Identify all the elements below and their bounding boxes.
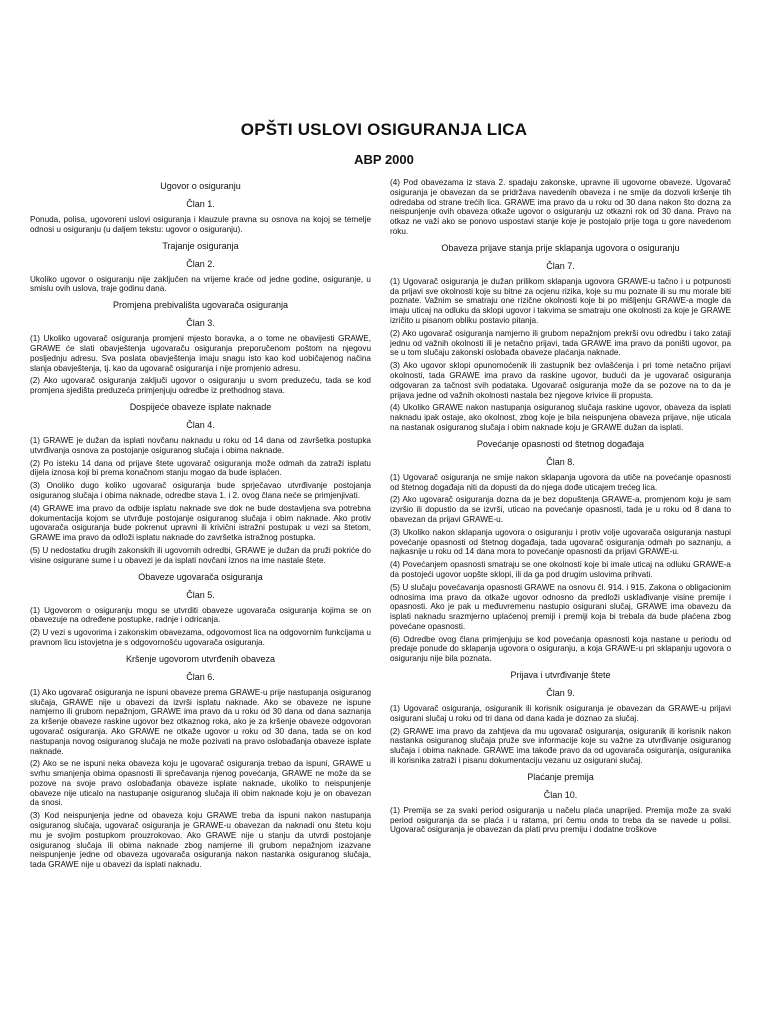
paragraph: (3) Ako ugovor sklopi opunomoćenik ili zastupnik bez ovlašćenja i pri tome netačno prijavi okolnosti, tada GRAWE ima pravo da raskine ugovor, budući da je ugovarač osiguranja odgovaran za tačnost svih podataka. Ugovarač osiguranja može da se pozove na to da je prijava jedne od važnih okolnosti nastala bez njegove krivice ili propusta. — [390, 361, 731, 400]
article-number: Član 1. — [186, 199, 215, 209]
page-subtitle: ABP 2000 — [354, 152, 414, 167]
paragraph: (2) Ako se ne ispuni neka obaveza koju je ugovarač osiguranja trebao da ispuni, GRAWE u svrhu smanjenja obima opasnosti ili sprečavanja njenog povećanja, GRAWE ne može da se pozove na svoje pravo oslobađanja obaveze isplate naknade, ukoliko to neispunjenje obaveze nije uticalo na nastupanje osiguranog slučaja ili obim naknade koju je on obavezan da snosi. — [30, 759, 371, 808]
paragraph: (4) Povećanjem opasnosti smatraju se one okolnosti koje bi imale uticaj na odluku GRAWE-a da postojeći ugovor uopšte sklopi, ili da ga pod drugim uslovima prihvati. — [390, 560, 731, 579]
paragraph: (2) Ako ugovarač osiguranja zaključi ugovor o osiguranju u svom preduzeću, tada se kod promjena sjedišta preduzeća primjenjuju odredbe iz prethodnog stava. — [30, 376, 371, 396]
article-number: Član 9. — [546, 688, 575, 699]
paragraph: (2) GRAWE ima pravo da zahtjeva da mu ugovarač osiguranja, osiguranik ili korisnik nakon nastanka osiguranog slučaja pruže sve informacije koje su važne za utvrđivanje osiguranog slučaja i obima naknade. GRAWE ima takođe pravo da od ugovarača osiguranja, osiguranika ili korisnika zatraži i pisanu dokumentaciju vezanu uz osigurani slučaj. — [390, 726, 731, 766]
section-heading: Ugovor o osiguranju — [160, 181, 241, 191]
section-heading: Prijava i utvrđivanje štete — [510, 670, 611, 681]
section-heading: Povećanje opasnosti od štetnog događaja — [476, 438, 645, 449]
article-number: Član 2. — [186, 258, 215, 269]
page-title: OPŠTI USLOVI OSIGURANJA LICA — [240, 120, 528, 139]
paragraph: (1) Ugovorom o osiguranju mogu se utvrditi obaveze ugovarača osiguranja kojima se on obavezuje na određene postupke, radnje i odricanja. — [30, 605, 371, 625]
article-number: Član 8. — [546, 456, 575, 467]
paragraph: (3) Ukoliko nakon sklapanja ugovora o osiguranju i protiv volje ugovarača osiguranja nastupi povećanje opasnosti od štetnog događaja, tada ugovarač osiguranja odmah po saznanju, a najkasnije u roku od 14 dana mora to povećanje opasnosti da prijavi GRAWE-u. — [390, 527, 731, 557]
paragraph: (4) Pod obavezama iz stava 2. spadaju zakonske, upravne ili ugovorne obaveze. Ugovarač osiguranja je obavezan da se pridržava navedenih obaveza i ne smije da dozvoli kršenje tih odredaba od strane trećih lica. GRAWE ima pravo da u roku od 30 dana nakon što dozna za neispunjenje ovih obaveza otkaže ugovor o osiguranju uz otkazni rok od 30 dana. Pravo na otkaz ne važi ako se ponovo uspostavi stanje koje je postojalo prije toga u gore navedenom roku. — [390, 178, 731, 236]
paragraph: (2) Po isteku 14 dana od prijave štete ugovarač osiguranja može odmah da zatraži isplatu dijela iznosa koji bi prema konačnom stanju mogao da bude isplaćen. — [30, 458, 371, 478]
section-heading: Plaćanje premija — [527, 771, 594, 782]
paragraph: (1) Ako ugovarač osiguranja ne ispuni obaveze prema GRAWE-u prije nastupanja osiguranog slučaja, GRAWE nije u obavezi da izvrši isplatu naknade. Ako se obaveze ne ispune namjerno ili grubom nepažnjom, GRAWE ima pravo da u roku od 30 dana od dana saznanja za kršenje obaveze raskine ugovor bez otkaznog roka, ako je za kršenje obaveze odgovoran ugovarač osiguranja. Ako GRAWE ne otkaže ugovor u roku od 30 dana, tada se on kod nastupanja novog osiguranog slučaja ne može pozivati na pravo oslobađanja obaveze isplate naknade. — [30, 687, 371, 756]
section-heading: Obaveze ugovarača osiguranja — [138, 571, 263, 582]
article-number: Član 3. — [186, 318, 215, 329]
article-number: Član 5. — [186, 589, 215, 600]
paragraph: (1) GRAWE je dužan da isplati novčanu naknadu u roku od 14 dana od završetka postupka utvrđivanja osnova za postojanje osiguranog slučaja i obima naknade. — [30, 435, 371, 455]
paragraph: (1) Ukoliko ugovarač osiguranja promjeni mjesto boravka, a o tome ne obavijesti GRAWE, GRAWE će slati obavještenja ugovaraču osiguranja preporučenom poštom na njegovu posljednju adresu. Sva poslata obavještenja imaju snagu isto kao kod uobičajenog načina slanja obavještenja, tj. kao da ugovarač osiguranja i nije promjenio adresu. — [30, 334, 371, 373]
paragraph: (4) GRAWE ima pravo da odbije isplatu naknade sve dok ne bude dostavljena sva potrebna dokumentacija kojom se utvrđuje postojanje osiguranog slučaja i obim naknade. Ako protiv ugovarača osiguranja bude pokrenut upravni ili krivični istražni postupak u vezi sa štetom, GRAWE ima pravo da odloži isplatu naknade do završetka istražnog postupka. — [30, 503, 371, 543]
paragraph: (4) Ukoliko GRAWE nakon nastupanja osiguranog slučaja raskine ugovor, obaveza da isplati naknadu ipak ostaje, ako okolnost, zbog koje je bila neispunjena obaveza prijave, nije uticala na nastanak osiguranog slučaja i obim naknade koju je GRAWE dužan da isplati. — [390, 403, 731, 432]
paragraph: (2) Ako ugovarač osiguranja dozna da je bez dopuštenja GRAWE-a, promjenom koju je sam izvršio ili dopustio da se izvrši, uticao na povećanje opasnosti, tada je u roku od 8 dana to obavezan da prijavi GRAWE-u. — [390, 495, 731, 524]
paragraph: (5) U slučaju povećavanja opasnosti GRAWE na osnovu čl. 914. i 915. Zakona o obligacionim odnosima ima pravo da otkaže ugovor odnosno da predloži usklađivanje visine premije i opasnosti. Ako je pak u međuvremenu nastupio osigurani slučaj, GRAWE ima obavezu da isplati naknadu srazmjerno uplaćenoj premiji i premiji koja bi trebala da bude plaćena zbog povećane opasnosti. — [390, 582, 731, 631]
section-heading: Obaveza prijave stanja prije sklapanja ugovora o osiguranju — [441, 242, 680, 253]
section-heading: Promjena prebivališta ugovarača osiguranja — [112, 300, 289, 311]
left-column — [30, 178, 371, 873]
paragraph: (1) Premija se za svaki period osiguranja u načelu plaća unaprijed. Premija može za svaki period osiguranja da se plaća i u ratama, pri čemu onda to treba da se navede u polisi. Ugovarač osiguranja je obavezan da plati prvu premiju i dodatne troškove — [390, 805, 731, 835]
article-number: Član 10. — [543, 789, 578, 800]
paragraph: (5) U nedostatku drugih zakonskih ili ugovornih odredbi, GRAWE je dužan da pruži pokriće do visine osigurane sume i u obavezi je da isplati novčani iznos na ime nastale štete. — [30, 545, 371, 565]
article-number: Član 4. — [186, 419, 215, 430]
article-number: Član 6. — [186, 671, 215, 682]
paragraph: (2) U vezi s ugovorima i zakonskim obavezama, odgovornost lica na odgovornim funkcijama u pravnom licu istovjetna je s odgovornošću ugovarača osiguranja. — [30, 628, 371, 647]
paragraph: (3) Onoliko dugo koliko ugovarač osiguranja bude sprječavao utvrđivanje postojanja osiguranog slučaja i obima naknade, odredbe stava 1. i 2. ovog člana neće se primjenjivati. — [30, 481, 371, 500]
paragraph: Ponuda, polisa, ugovoreni uslovi osiguranja i klauzule pravna su osnova na kojoj se temelje odnosi u osiguranju (u daljem tekstu: ugovor o osiguranju). — [30, 215, 371, 234]
paragraph: (1) Ugovarač osiguranja, osiguranik ili korisnik osiguranja je obavezan da GRAWE-u prijavi osigurani slučaj u roku od tri dana od dana kada je doznao za slučaj. — [390, 704, 731, 723]
section-heading: Trajanje osiguranja — [162, 240, 239, 251]
section-heading: Kršenje ugovorom utvrđenih obaveza — [125, 653, 276, 664]
paragraph: (2) Ako ugovarač osiguranja namjerno ili grubom nepažnjom prekrši ovu odredbu i tako zataji jednu od važnih okolnosti ili je netačno prijavi, tada GRAWE ima pravo da poništi ugovor, pa se u tom slučaju zakonski oslobađa obaveze plaćanja naknade. — [390, 328, 731, 358]
paragraph: (1) Ugovarač osiguranja ne smije nakon sklapanja ugovora da utiče na povećanje opasnosti od štetnog događaja niti da dopusti da do njega dođe uticajem trećeg lica. — [390, 472, 731, 492]
right-column — [390, 178, 731, 838]
article-number: Član 7. — [546, 260, 575, 271]
paragraph: (1) Ugovarač osiguranja je dužan prilikom sklapanja ugovora GRAWE-u tačno i u potpunosti da prijavi sve okolnosti koje su bitne za ocjenu rizika, koje su mu poznate ili su mu morale biti poznate. Važnim se smatraju one rizične okolnosti koje bi po mišljenju GRAWE-a mogle da imaju uticaj na odluku da sklopi ugovor i takvima se smatraju one okolnosti za koje je GRAWE izričito u pisanom obliku postavio pitanja. — [390, 276, 731, 325]
paragraph: (6) Odredbe ovog člana primjenjuju se kod povećanja opasnosti koja nastane u periodu od predaje ponude do sklapanja ugovora o osiguranju, a koja GRAWE-u pri sklapanju ugovora o osiguranju nije bila poznata. — [390, 634, 731, 664]
paragraph: (3) Kod neispunjenja jedne od obaveza koju GRAWE treba da ispuni nakon nastupanja osiguranog slučaja, ugovarač osiguranja je GRAWE-u obavezan da naknadi onu štetu koju mu je svojim postupkom prouzrokovao. Ako GRAWE nije u stanju da utvrdi postojanje osiguranog slučaja ili obima naknade zbog namjerne ili grubom nepažnjom izazvane neispunjenje jedne od obaveza ugovarača osiguranja nakon nastanka osiguranog slučaja, tada GRAWE nije u obavezi da isplati naknadu. — [30, 811, 371, 870]
paragraph: Ukoliko ugovor o osiguranju nije zaključen na vrijeme kraće od jedne godine, osiguranje, u smislu ovih uslova, traje godinu dana. — [30, 274, 371, 294]
section-heading: Dospijeće obaveze isplate naknade — [129, 401, 272, 412]
